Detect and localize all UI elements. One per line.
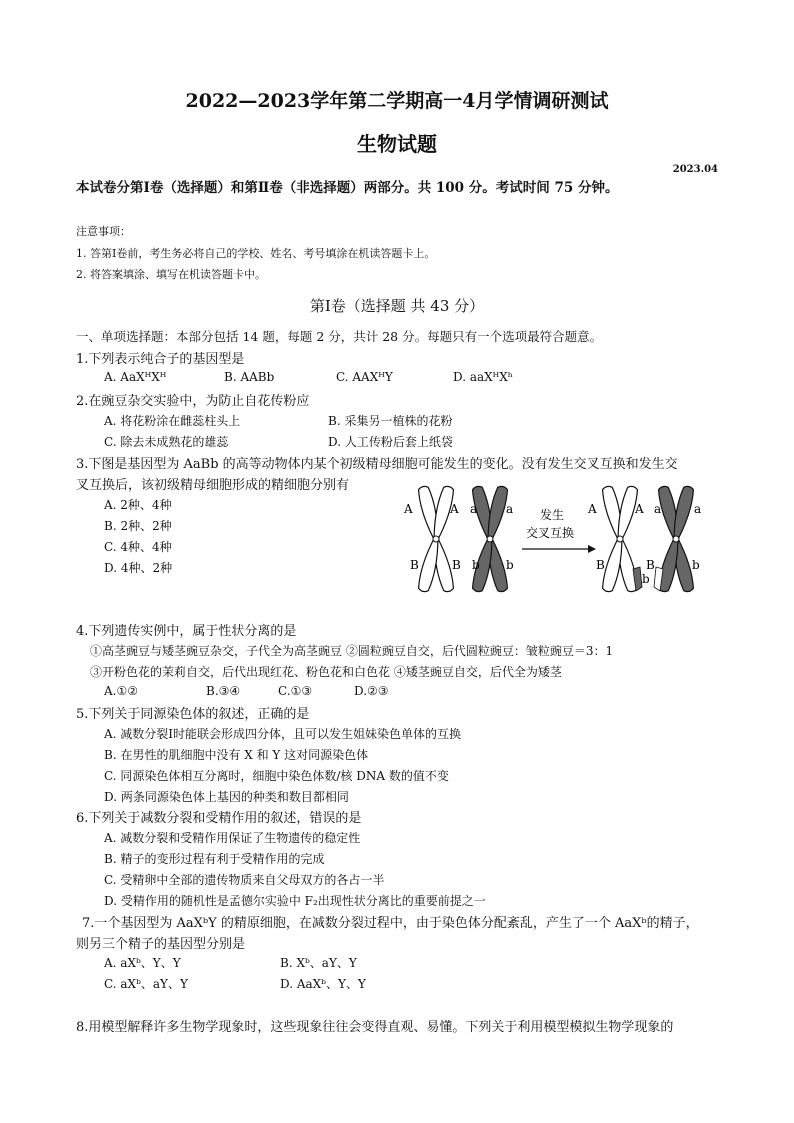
label-A-left-1: A [404,502,413,516]
q5-option-d: D. 两条同源染色体上基因的种类和数目都相同 [104,790,349,804]
exam-title: 2022—2023学年第二学期高一4月学情调研测试 [185,90,609,112]
label-a-left-1: a [470,502,478,516]
q1-option-c: C. AAXᴴY [336,370,393,384]
q1-option-b: B. AABb [224,370,275,384]
notes-heading: 注意事项： [76,225,131,238]
q4-item-line-2: ③开粉色花的茉莉自交，后代出现红花、粉色花和白色花 ④矮茎豌豆自交，后代全为矮茎 [90,665,562,679]
exam-subtitle: 生物试题 [357,132,437,156]
q4-option-d: D.②③ [354,684,389,698]
q4-option-a: A.①② [104,684,138,698]
q6-option-d: D. 受精作用的随机性是孟德尔实验中 F₂出现性状分离比的重要前提之一 [104,894,486,908]
note-item-2: 2. 将答案填涂、填写在机读答题卡中。 [76,268,266,281]
label-B-left-1: B [410,558,419,572]
q3-option-a: A. 2种、4种 [104,498,172,512]
part-1-instructions: 一、单项选择题：本部分包括 14 题，每题 2 分，共计 28 分。每题只有一个选项最符合题意。 [76,329,603,344]
label-b-left-2: b [506,558,514,572]
q7-option-a: A. aXᵇ、Y、Y [104,956,181,970]
label-B-left-2: B [452,558,461,572]
label-b-right-2: b [692,558,700,572]
q5-option-c: C. 同源染色体相互分离时，细胞中染色体数/核 DNA 数的值不变 [104,769,449,783]
exam-intro: 本试卷分第Ⅰ卷（选择题）和第Ⅱ卷（非选择题）两部分。共 100 分。考试时间 75 分钟。 [76,180,619,196]
q2-option-b: B. 采集另一植株的花粉 [328,414,453,428]
q3-stem-line-2: 叉互换后，该初级精母细胞形成的精细胞分别有 [76,478,350,493]
q2-option-a: A. 将花粉涂在雌蕊柱头上 [104,414,241,428]
q1-option-d: D. aaXᴴXʰ [453,370,513,384]
label-b-left-1: b [472,558,480,572]
q1-stem: 1.下列表示纯合子的基因型是 [76,352,245,367]
q6-option-c: C. 受精卵中全部的遗传物质来自父母双方的各占一半 [104,873,385,887]
label-a-right-2: a [694,502,702,516]
q4-option-b: B.③④ [206,684,241,698]
q7-option-b: B. Xᵇ、aY、Y [280,956,357,970]
q1-option-a: A. AaXᴴXᴴ [104,370,167,384]
chromosome-crossover-figure [398,483,718,595]
q2-option-c: C. 除去未成熟花的雄蕊 [104,435,229,449]
q2-stem: 2.在豌豆杂交实验中，为防止自花传粉应 [76,394,310,409]
q5-option-b: B. 在男性的肌细胞中没有 X 和 Y 这对同源染色体 [104,748,369,762]
section-1-heading: 第Ⅰ卷（选择题 共 43 分） [309,297,485,315]
label-A-left-2: A [450,502,459,516]
q3-option-c: C. 4种、4种 [104,540,172,554]
label-b-right-1: b [642,572,650,586]
q8-stem: 8.用模型解释许多生物学现象时，这些现象往往会变得直观、易懂。下列关于利用模型模拟生物学现象的 [76,1020,674,1035]
arrow-label-line-2: 交叉互换 [526,526,575,540]
label-A-right-2: A [635,502,644,516]
q4-option-c: C.①③ [278,684,313,698]
q2-option-d: D. 人工传粉后套上纸袋 [328,435,453,449]
label-B-right-2: B [646,558,655,572]
q5-option-a: A. 减数分裂Ⅰ时能联会形成四分体，且可以发生姐妹染色单体的互换 [104,727,462,741]
label-a-left-2: a [506,502,514,516]
q7-option-c: C. aXᵇ、aY、Y [104,977,188,991]
q5-stem: 5.下列关于同源染色体的叙述，正确的是 [76,707,310,722]
q3-stem-line-1: 3.下图是基因型为 AaBb 的高等动物体内某个初级精母细胞可能发生的变化。没有发生交叉互换和发生交 [76,457,678,472]
exam-date: 2023.04 [672,164,718,175]
q4-item-line-1: ①高茎豌豆与矮茎豌豆杂交，子代全为高茎豌豆 ②圆粒豌豆自交，后代圆粒豌豆：皱粒豌豆＝3：1 [90,644,614,658]
right-arrow-icon [522,545,596,553]
q6-option-a: A. 减数分裂和受精作用保证了生物遗传的稳定性 [104,831,361,845]
q7-stem-line-1: 7.一个基因型为 AaXᵇY 的精原细胞，在减数分裂过程中，由于染色体分配紊乱，产生了一个 AaXᵇ的精子， [82,916,699,931]
q7-stem-line-2: 则另三个精子的基因型分别是 [76,937,246,952]
q6-stem: 6.下列关于减数分裂和受精作用的叙述，错误的是 [76,811,362,826]
arrow-label-line-1: 发生 [540,508,565,522]
label-a-right-1: a [654,502,662,516]
q3-option-b: B. 2种、2种 [104,519,172,533]
q6-option-b: B. 精子的变形过程有利于受精作用的完成 [104,852,325,866]
q7-option-d: D. AaXᵇ、Y、Y [280,977,366,991]
label-B-right-1: B [596,558,605,572]
label-A-right-1: A [588,502,597,516]
q3-option-d: D. 4种、2种 [104,561,173,575]
q4-stem: 4.下列遗传实例中，属于性状分离的是 [76,624,297,639]
note-item-1: 1. 答第Ⅰ卷前，考生务必将自己的学校、姓名、考号填涂在机读答题卡上。 [76,247,436,260]
